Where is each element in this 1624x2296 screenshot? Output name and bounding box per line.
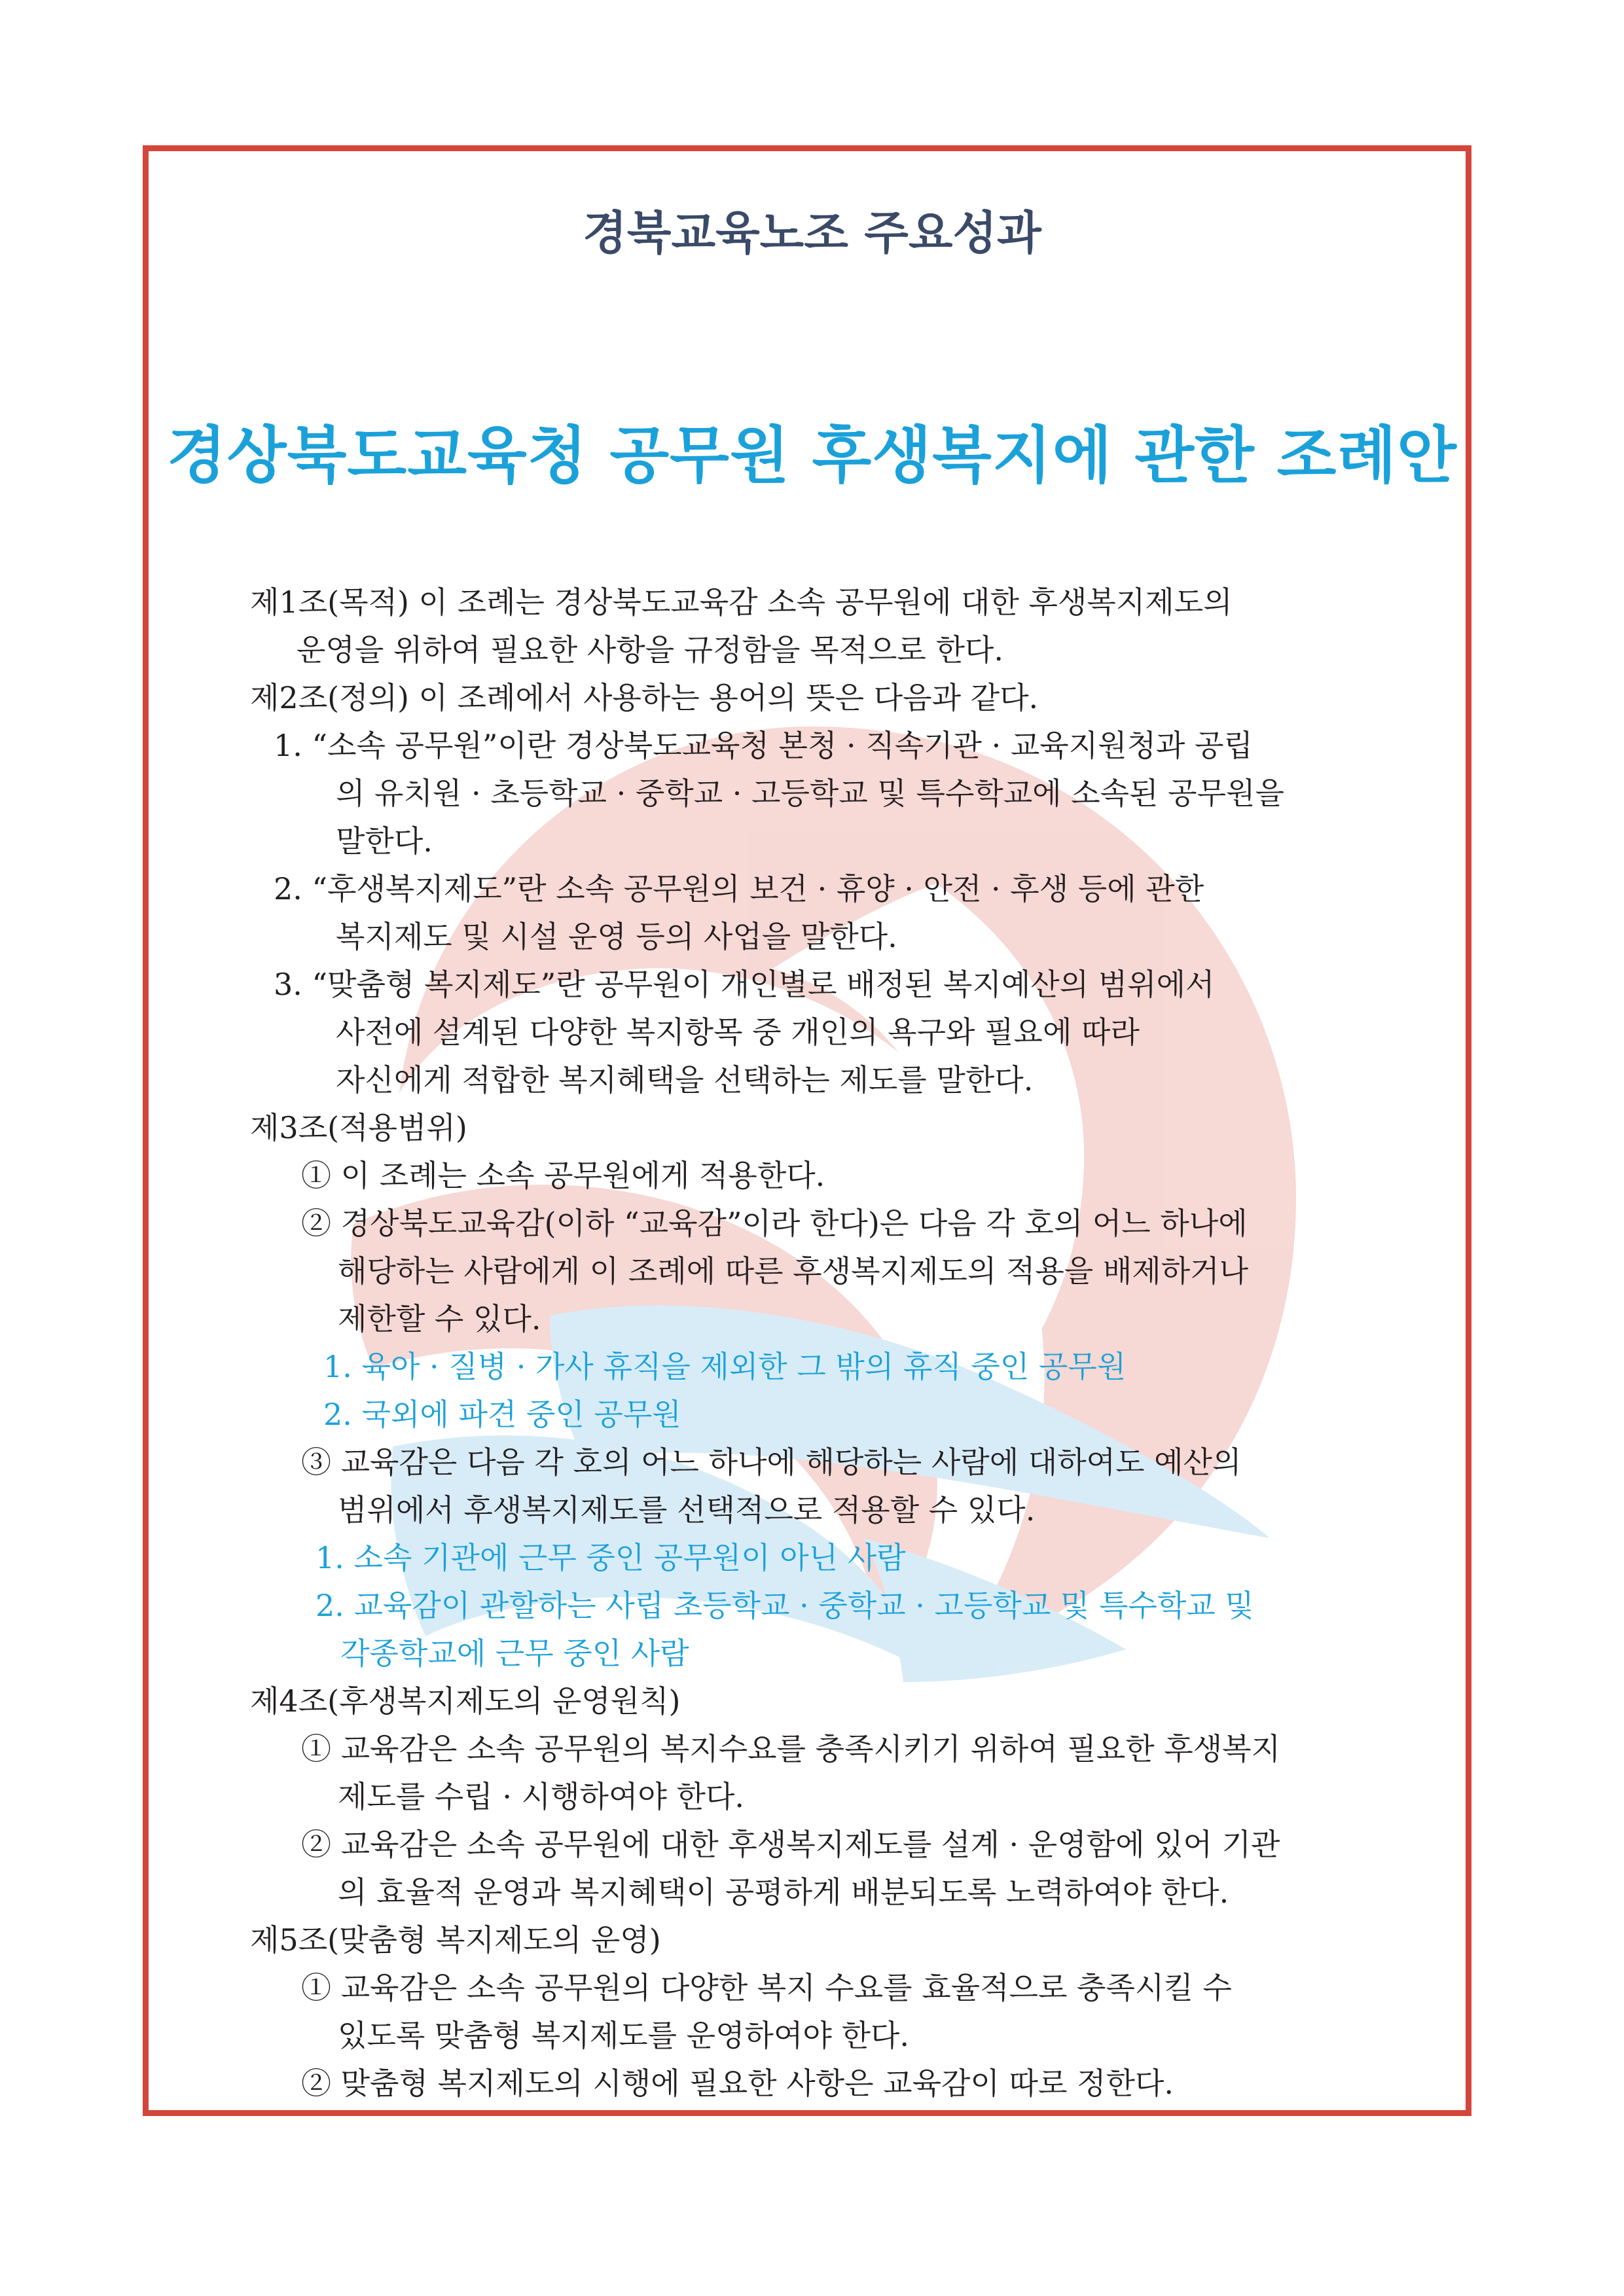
- article-1-heading: 제1조(목적) 이 조례는 경상북도교육감 소속 공무원에 대한 후생복지제도의: [250, 584, 1233, 620]
- article-5-clause-1-cont: 있도록 맞춤형 복지제도를 운영하여야 한다.: [338, 2018, 909, 2053]
- article-2-heading: 제2조(정의) 이 조례에서 사용하는 용어의 뜻은 다음과 같다.: [250, 680, 1039, 715]
- article-3-clause-2-cont: 제한할 수 있다.: [338, 1301, 541, 1336]
- article-3-clause-3: ③ 교육감은 다음 각 호의 어느 하나에 해당하는 사람에 대하여도 예산의: [301, 1444, 1242, 1480]
- article-2-item-2-cont: 복지제도 및 시설 운영 등의 사업을 말한다.: [336, 919, 897, 954]
- article-2-item-1-cont: 의 유치원 · 초등학교 · 중학교 · 고등학교 및 특수학교에 소속된 공무원을: [336, 776, 1284, 811]
- document-title: 경상북도교육청 공무원 후생복지에 관한 조례안: [167, 420, 1457, 492]
- article-5-clause-2: ② 맞춤형 복지제도의 시행에 필요한 사항은 교육감이 따로 정한다.: [301, 2066, 1174, 2101]
- article-4-clause-2-cont: 의 효율적 운영과 복지혜택이 공평하게 배분되도록 노력하여야 한다.: [338, 1874, 1229, 1910]
- article-1-continuation: 운영을 위하여 필요한 사항을 규정함을 목적으로 한다.: [297, 632, 1003, 668]
- article-3-clause-1: ① 이 조례는 소속 공무원에게 적용한다.: [301, 1158, 825, 1193]
- article-2-item-1-cont: 말한다.: [336, 823, 433, 859]
- article-3-clause-2-cont: 해당하는 사람에게 이 조례에 따른 후생복지제도의 적용을 배제하거나: [338, 1253, 1248, 1289]
- article-2-item-2: 2. “후생복지제도”란 소속 공무원의 보건 · 휴양 · 안전 · 후생 등에 관한: [274, 871, 1204, 906]
- header-title: 경북교육노조 주요성과: [583, 206, 1041, 260]
- article-3-clause-3-cont: 범위에서 후생복지제도를 선택적으로 적용할 수 있다.: [338, 1492, 1036, 1528]
- article-3-clause-3-item-2: 2. 교육감이 관할하는 사립 초등학교 · 중학교 · 고등학교 및 특수학교 및: [316, 1588, 1254, 1623]
- article-3-clause-3-item-2-cont: 각종학교에 근무 중인 사람: [340, 1636, 689, 1671]
- article-2-item-3-cont: 자신에게 적합한 복지혜택을 선택하는 제도를 말한다.: [336, 1062, 1034, 1098]
- article-5-clause-1: ① 교육감은 소속 공무원의 다양한 복지 수요를 효율적으로 충족시킬 수: [301, 1970, 1232, 2005]
- article-2-item-3-cont: 사전에 설계된 다양한 복지항목 중 개인의 욕구와 필요에 따라: [336, 1014, 1140, 1050]
- article-5-heading: 제5조(맞춤형 복지제도의 운영): [250, 1922, 661, 1958]
- article-4-clause-1: ① 교육감은 소속 공무원의 복지수요를 충족시키기 위하여 필요한 후생복지: [301, 1731, 1281, 1767]
- article-4-clause-2: ② 교육감은 소속 공무원에 대한 후생복지제도를 설계 · 운영함에 있어 기관: [301, 1827, 1280, 1862]
- article-4-clause-1-cont: 제도를 수립 · 시행하여야 한다.: [338, 1779, 744, 1814]
- article-3-clause-2: ② 경상북도교육감(이하 “교육감”이라 한다)은 다음 각 호의 어느 하나에: [301, 1206, 1248, 1241]
- article-3-heading: 제3조(적용범위): [250, 1110, 467, 1145]
- article-3-clause-3-item-1: 1. 소속 기관에 근무 중인 공무원이 아닌 사람: [316, 1540, 906, 1575]
- article-3-clause-2-item-1: 1. 육아 · 질병 · 가사 휴직을 제외한 그 밖의 휴직 중인 공무원: [323, 1349, 1127, 1384]
- article-2-item-1: 1. “소속 공무원”이란 경상북도교육청 본청 · 직속기관 · 교육지원청과 공립: [274, 728, 1253, 763]
- article-2-item-3: 3. “맞춤형 복지제도”란 공무원이 개인별로 배정된 복지예산의 범위에서: [274, 967, 1215, 1002]
- article-4-heading: 제4조(후생복지제도의 운영원칙): [250, 1683, 681, 1719]
- article-3-clause-2-item-2: 2. 국외에 파견 중인 공무원: [323, 1397, 681, 1432]
